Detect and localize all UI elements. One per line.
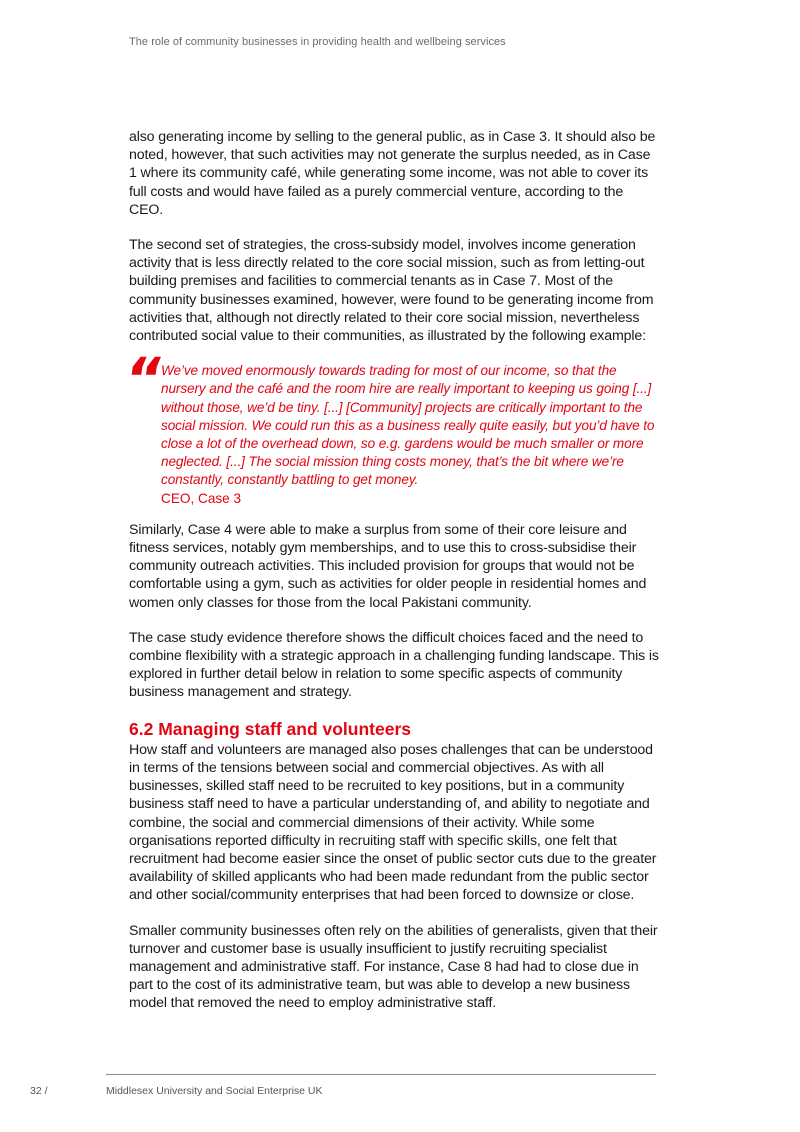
footer-organisation: Middlesex University and Social Enterprise UK <box>106 1085 323 1097</box>
page-number: 32 / <box>30 1085 48 1097</box>
body-paragraph: Similarly, Case 4 were able to make a surplus from some of their core leisure and fitness services, notably gym memberships, and to use this to cross-subsidise their community outreach activities. This included provision for groups that would not be comfortable using a gym, such as activities for older people in residential homes and women only classes for those from the local Pakistani community. <box>129 521 647 611</box>
body-paragraph: Smaller community businesses often rely on the abilities of generalists, given that their turnover and customer base is usually insufficient to justify recruiting specialist management and administrative staff. For instance, Case 8 had had to close due in part to the cost of its administrative team, but was able to develop a new business model that removed the need to employ administrative staff. <box>129 922 658 1012</box>
body-paragraph: The second set of strategies, the cross-subsidy model, involves income generation activity that is less directly related to the core social mission, such as from letting-out building premises and facilities to commercial tenants as in Case 7. Most of the community businesses examined, however, were found to be generating income from activities that, although not directly related to their core social mission, nevertheless contributed social value to their communities, as illustrated by the following example: <box>129 237 654 345</box>
pull-quote <box>120 345 659 508</box>
page-content <box>120 128 659 1030</box>
body-paragraph: also generating income by selling to the general public, as in Case 3. It should also be noted, however, that such activities may not generate the surplus needed, as in Case 1 where its community café, while generating some income, was not able to cover its full costs and would have failed as a purely commercial venture, according to the CEO. <box>129 129 656 218</box>
body-paragraph: How staff and volunteers are managed also poses challenges that can be understood in terms of the tensions between social and commercial objectives. As with all businesses, skilled staff need to be recruited to key positions, but in a community business staff need to have a particular understanding of, and ability to negotiate and combine, the social and commercial dimensions of their activity. While some organisations reported difficulty in recruiting staff with specific skills, one felt that recruitment had become easier since the onset of public sector cuts due to the greater availability of skilled applicants who had been made redundant from the public sector and other social/community enterprises that had been forced to downsize or close. <box>129 741 657 904</box>
quote-text: We’ve moved enormously towards trading for most of our income, so that the nursery and the café and the room hire are really important to keeping us going [...] without those, we’d be tiny. [...] [Community] projects are critically important to the social mission. We could run this as a business really quite easily, but you’d have to close a lot of the overhead down, so e.g. gardens would be much smaller or more neglected. [...] The social mission thing costs money, that’s the bit where we’re constantly, constantly battling to get money. <box>161 363 655 488</box>
body-paragraph: The case study evidence therefore shows the difficult choices faced and the need to combine flexibility with a strategic approach in a challenging funding landscape. This is explored in further detail below in relation to some specific aspects of community business management and strategy. <box>129 629 659 701</box>
quote-attribution: CEO, Case 3 <box>161 490 242 506</box>
footer-divider <box>106 1074 656 1075</box>
quotation-mark-icon: “ <box>120 345 168 414</box>
section-heading: 6.2 Managing staff and volunteers <box>129 718 411 739</box>
running-header: The role of community businesses in providing health and wellbeing services <box>129 36 506 48</box>
